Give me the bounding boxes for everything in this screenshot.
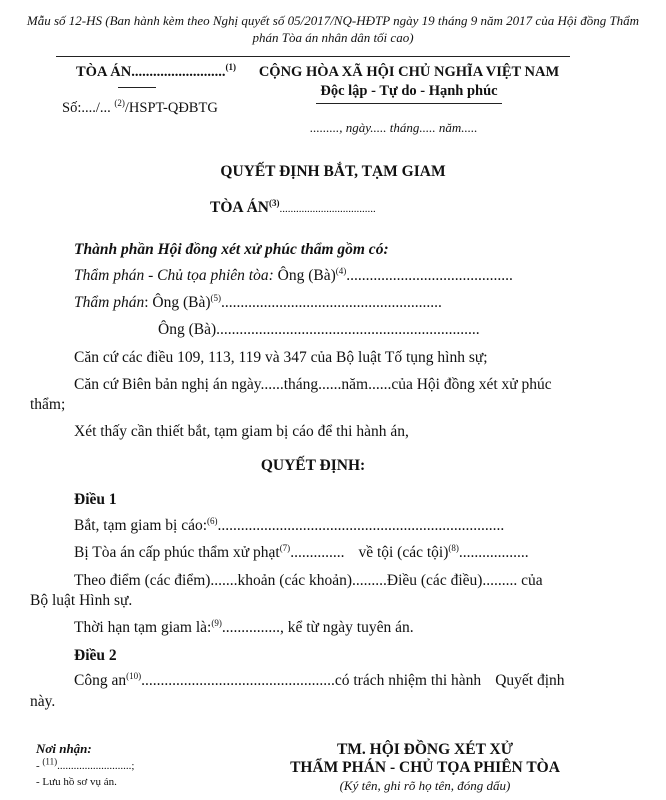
legal-points-line: Theo điểm (các điểm).......khoản (các khoản).........Điều (các điều)......... của (74, 572, 543, 589)
recipient-item-2: - Lưu hồ sơ vụ án. (36, 776, 117, 788)
detention-term-line: Thời hạn tạm giam là:$^{(9)}$..............., kể từ ngày tuyên án. (74, 617, 414, 636)
arrest-line: Bắt, tạm giam bị cáo:$^{(6)}$.......................................................................... (74, 515, 505, 534)
national-motto: Độc lập - Tự do - Hạnh phúc (320, 83, 498, 99)
basis-line-2-cont: thẩm; (30, 396, 66, 413)
police-line-cont: này. (30, 693, 56, 710)
basis-line-1: Căn cứ các điều 109, 113, 119 và 347 của Bộ luật Tố tụng hình sự; (74, 349, 488, 366)
date-line: ........., ngày..... tháng..... năm..... (310, 120, 478, 135)
legal-points-line-cont: Bộ luật Hình sự. (30, 592, 133, 609)
sentence-line: Bị Tòa án cấp phúc thẩm xử phạt$^{(7)}$.............. về tội (các tội)$^{(8)}$.................. (74, 542, 529, 561)
court-line: TÒA ÁN$^{(3)}$................................... (210, 197, 376, 216)
national-title: CỘNG HÒA XÃ HỘI CHỦ NGHĨA VIỆT NAM (258, 64, 560, 80)
decision-heading: QUYẾT ĐỊNH: (260, 457, 366, 474)
recipients-heading: Nơi nhận: (36, 741, 92, 756)
document-number: Số:..../... $^{(2)}$/HSPT-QĐBTG (62, 98, 218, 116)
judge2-line: Ông (Bà).................................................................... (158, 321, 480, 338)
court-underline (118, 87, 156, 88)
document-title: QUYẾT ĐỊNH BẮT, TẠM GIAM (220, 163, 446, 180)
judge-line: Thẩm phán: Ông (Bà)$^{(5)}$......................................................... (74, 292, 442, 311)
motto-underline (316, 103, 502, 104)
article-2-heading: Điều 2 (74, 647, 117, 664)
presiding-judge-line: Thẩm phán - Chủ tọa phiên tòa: Ông (Bà)$^{(4)}$........................................... (74, 265, 513, 284)
signature-line-2: THẨM PHÁN - CHỦ TỌA PHIÊN TÒA (290, 759, 560, 776)
basis-line-3: Xét thấy cần thiết bắt, tạm giam bị cáo để thi hành án, (74, 423, 409, 440)
signature-line-1: TM. HỘI ĐỒNG XÉT XỬ (336, 741, 514, 758)
header-divider (56, 56, 570, 57)
court-label: TÒA ÁN..........................$^{(1)}$ (76, 62, 236, 80)
recipient-item-1: - $^{(11)}$...........................; (36, 756, 135, 772)
police-line: Công $an^{(10)}..................................................có$ trách nhiệm thi hành Quyết định (74, 670, 565, 689)
form-note: Mẫu số 12-HS (Ban hành kèm theo Nghị quyết số 05/2017/NQ-HĐTP ngày 19 tháng 9 năm 2017 của Hội đồng Thẩm phán Tòa án nhân dân tối cao) (26, 13, 640, 45)
panel-heading: Thành phần Hội đồng xét xử phúc thẩm gồm có: (74, 241, 389, 258)
article-1-heading: Điều 1 (74, 491, 117, 508)
signature-line-3: (Ký tên, ghi rõ họ tên, đóng dấu) (339, 778, 511, 793)
basis-line-2: Căn cứ Biên bản nghị án ngày......tháng......năm......của Hội đồng xét xử phúc (74, 376, 552, 393)
